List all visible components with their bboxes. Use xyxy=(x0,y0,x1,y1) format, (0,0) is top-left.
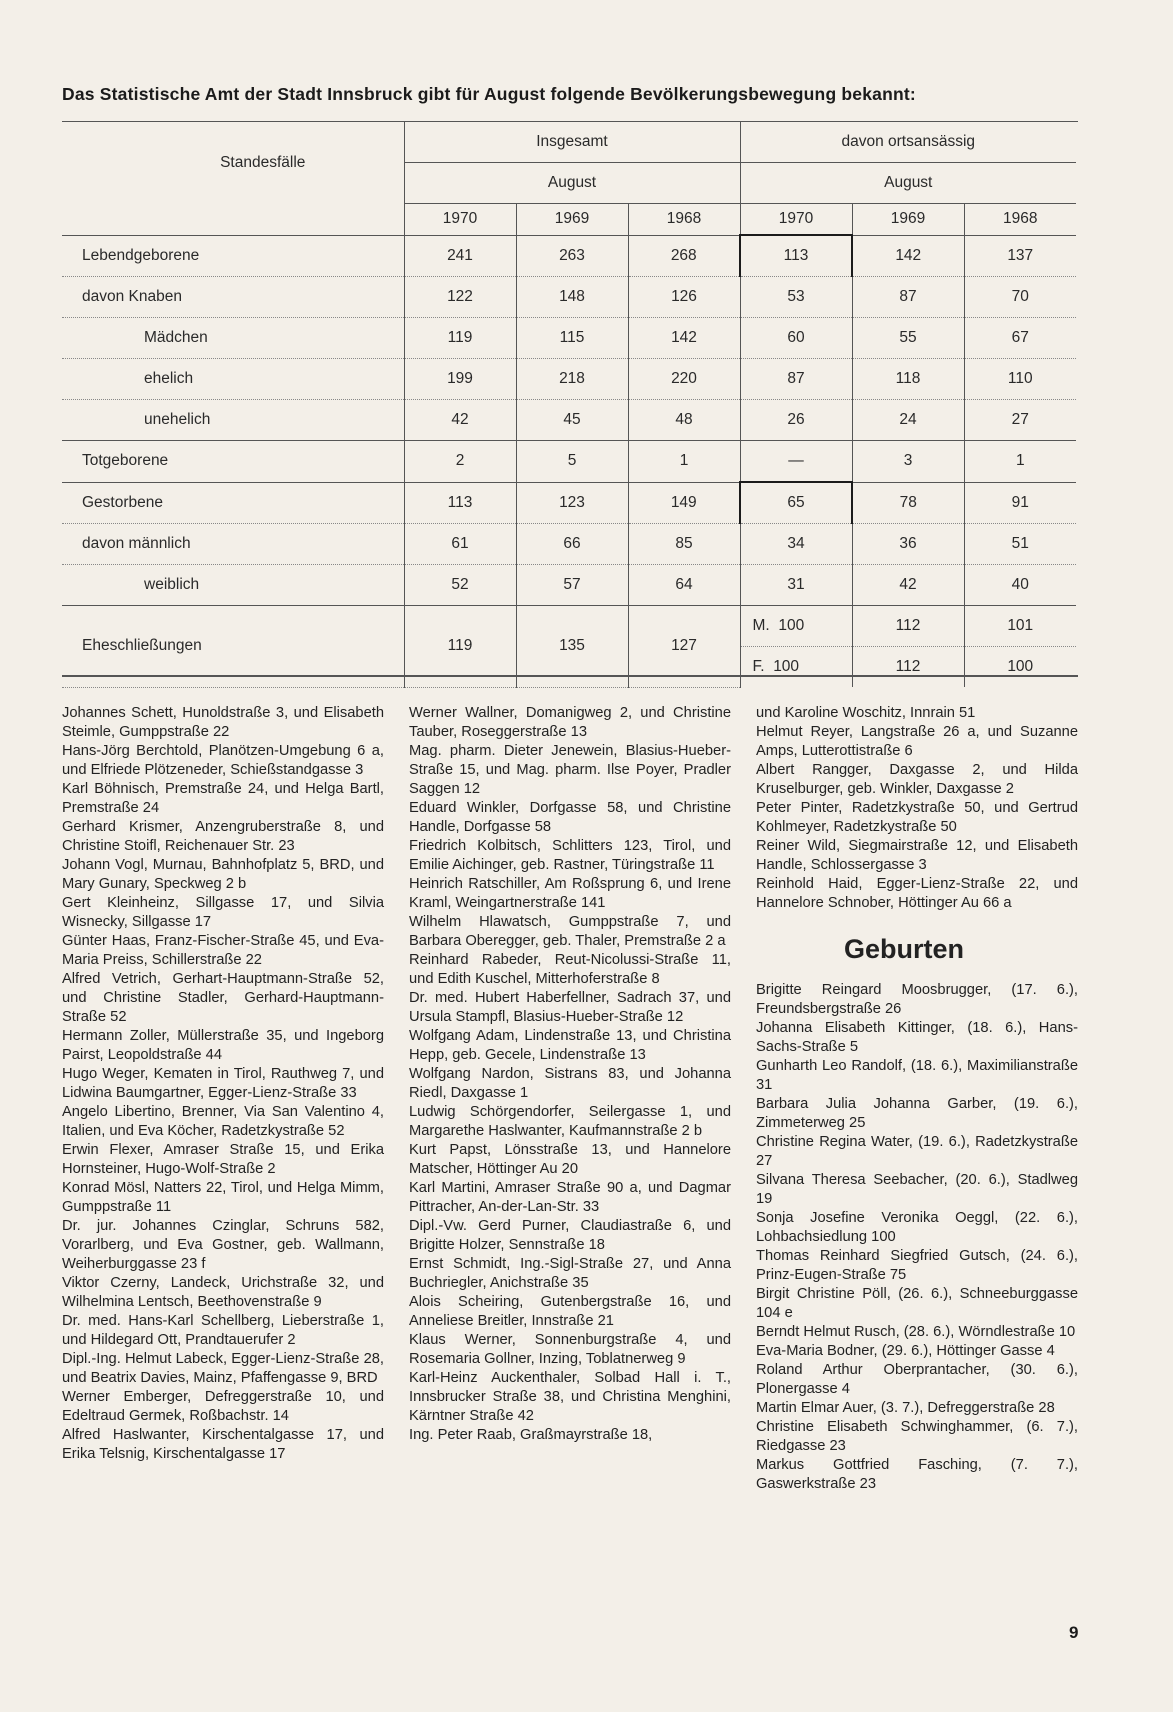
table-cell: 115 xyxy=(516,318,628,359)
table-cell: 66 xyxy=(516,524,628,565)
year-header: 1970 xyxy=(404,204,516,236)
birth-item: Barbara Julia Johanna Garber, (19. 6.), Zimmeterweg 25 xyxy=(756,1096,1078,1131)
marriage-list-column-3 xyxy=(756,704,1078,1494)
table-cell: 45 xyxy=(516,400,628,441)
list-item: Karl-Heinz Auckenthaler, Solbad Hall i. T., Innsbrucker Straße 38, und Christina Menghini, Kärntner Straße 42 xyxy=(409,1370,731,1424)
list-item: Heinrich Ratschiller, Am Roßsprung 6, und Irene Kraml, Weingartnerstraße 141 xyxy=(409,876,731,911)
birth-item: Silvana Theresa Seebacher, (20. 6.), Stadlweg 19 xyxy=(756,1172,1078,1207)
table-cell: 100 xyxy=(778,617,805,634)
list-item: Werner Emberger, Defreggerstraße 10, und Edeltraud Germek, Roßbachstr. 14 xyxy=(62,1389,384,1424)
table-cell: 34 xyxy=(740,524,852,565)
row-label: Eheschließungen xyxy=(62,606,404,688)
row-label: unehelich xyxy=(62,400,404,441)
list-item: Klaus Werner, Sonnenburgstraße 4, und Rosemaria Gollner, Inzing, Toblatnerweg 9 xyxy=(409,1332,731,1367)
table-cell: 48 xyxy=(628,400,740,441)
list-item: Friedrich Kolbitsch, Schlitters 123, Tirol, und Emilie Aichinger, geb. Rastner, Türingstraße 11 xyxy=(409,838,731,873)
birth-item: Roland Arthur Oberprantacher, (30. 6.), Plonergasse 4 xyxy=(756,1362,1078,1397)
table-row xyxy=(62,482,1076,524)
table-cell: 100 xyxy=(773,658,800,675)
list-item: Konrad Mösl, Natters 22, Tirol, und Helga Mimm, Gumppstraße 11 xyxy=(62,1180,384,1215)
row-label: Gestorbene xyxy=(62,482,404,524)
table-cell: 112 xyxy=(852,606,964,647)
list-item: Wilhelm Hlawatsch, Gumppstraße 7, und Barbara Oberegger, geb. Thaler, Premstraße 2 a xyxy=(409,914,731,949)
births-heading: Geburten xyxy=(844,934,965,964)
row-label: Mädchen xyxy=(62,318,404,359)
table-cell: 241 xyxy=(404,235,516,277)
list-item: Hermann Zoller, Müllerstraße 35, und Ingeborg Pairst, Leopoldstraße 44 xyxy=(62,1028,384,1063)
table-cell: 127 xyxy=(628,606,740,688)
list-item: Alfred Vetrich, Gerhart-Hauptmann-Straße 52, und Christine Stadler, Gerhard-Hauptmann-Straße 52 xyxy=(62,971,384,1025)
list-item: und Karoline Woschitz, Innrain 51 xyxy=(756,705,976,721)
table-cell: 199 xyxy=(404,359,516,400)
row-header: Standesfälle xyxy=(62,122,404,204)
table-cell: 24 xyxy=(852,400,964,441)
row-label: weiblich xyxy=(62,565,404,606)
list-item: Reinhard Rabeder, Reut-Nicolussi-Straße 11, und Edith Kuschel, Mitterhoferstraße 8 xyxy=(409,952,731,987)
list-item: Günter Haas, Franz-Fischer-Straße 45, und Eva-Maria Preiss, Schillerstraße 22 xyxy=(62,933,384,968)
year-header: 1968 xyxy=(628,204,740,236)
table-cell: 53 xyxy=(740,277,852,318)
birth-item: Birgit Christine Pöll, (26. 6.), Schneeburggasse 104 e xyxy=(756,1286,1078,1321)
group-header-total: Insgesamt xyxy=(404,122,740,163)
table-cell: 126 xyxy=(628,277,740,318)
marriage-list-column-2 xyxy=(409,704,731,1445)
table-cell: 51 xyxy=(964,524,1076,565)
page-heading: Das Statistische Amt der Stadt Innsbruck gibt für August folgende Bevölkerungsbewegung bekannt: xyxy=(62,84,916,104)
table-row xyxy=(62,277,1076,318)
table-cell: 1 xyxy=(964,441,1076,483)
table-cell: 61 xyxy=(404,524,516,565)
list-item: Hans-Jörg Berchtold, Planötzen-Umgebung 6 a, und Elfriede Plötzeneder, Schießstandgasse 3 xyxy=(62,743,384,778)
list-item: Karl Martini, Amraser Straße 90 a, und Dagmar Pittracher, An-der-Lan-Str. 33 xyxy=(409,1180,731,1215)
list-item: Wolfgang Nardon, Sistrans 83, und Johanna Riedl, Daxgasse 1 xyxy=(409,1066,731,1101)
highlighted-cell: 113 xyxy=(740,235,852,277)
list-item: Mag. pharm. Dieter Jenewein, Blasius-Hueber-Straße 15, und Mag. pharm. Ilse Poyer, Pradler Saggen 12 xyxy=(409,743,731,797)
table-cell: 78 xyxy=(852,482,964,524)
table-cell: 100 xyxy=(1007,658,1034,675)
list-item: Kurt Papst, Lönsstraße 13, und Hannelore Matscher, Höttinger Au 20 xyxy=(409,1142,731,1177)
list-item: Helmut Reyer, Langstraße 26 a, und Suzanne Amps, Lutterottistraße 6 xyxy=(756,724,1078,759)
year-header: 1968 xyxy=(964,204,1076,236)
table-cell: 263 xyxy=(516,235,628,277)
birth-item: Thomas Reinhard Siegfried Gutsch, (24. 6.), Prinz-Eugen-Straße 75 xyxy=(756,1248,1078,1283)
table-cell: 122 xyxy=(404,277,516,318)
table-cell: 101 xyxy=(964,606,1076,647)
table-cell: 64 xyxy=(628,565,740,606)
birth-item: Markus Gottfried Fasching, (7. 7.), Gaswerkstraße 23 xyxy=(756,1457,1078,1492)
table-cell-male xyxy=(740,606,852,647)
birth-item: Johanna Elisabeth Kittinger, (18. 6.), Hans-Sachs-Straße 5 xyxy=(756,1020,1078,1055)
table-row xyxy=(62,524,1076,565)
birth-item: Eva-Maria Bodner, (29. 6.), Höttinger Gasse 4 xyxy=(756,1343,1055,1359)
birth-item: Gunharth Leo Randolf, (18. 6.), Maximilianstraße 31 xyxy=(756,1058,1078,1093)
table-cell: 85 xyxy=(628,524,740,565)
table-cell: — xyxy=(740,441,852,483)
birth-item: Sonja Josefine Veronika Oeggl, (22. 6.), Lohbachsiedlung 100 xyxy=(756,1210,1078,1245)
table-cell: 149 xyxy=(628,482,740,524)
list-item: Alois Scheiring, Gutenbergstraße 16, und Anneliese Breitler, Innstraße 21 xyxy=(409,1294,731,1329)
birth-item: Berndt Helmut Rusch, (28. 6.), Wörndlestraße 10 xyxy=(756,1324,1076,1340)
year-header: 1969 xyxy=(516,204,628,236)
list-item: Alfred Haslwanter, Kirschentalgasse 17, und Erika Telsnig, Kirschentalgasse 17 xyxy=(62,1427,384,1462)
row-label: davon Knaben xyxy=(62,277,404,318)
list-item: Johann Vogl, Murnau, Bahnhofplatz 5, BRD, und Mary Gunary, Speckweg 2 b xyxy=(62,857,384,892)
table-cell: 40 xyxy=(964,565,1076,606)
list-item: Angelo Libertino, Brenner, Via San Valentino 4, Italien, und Eva Köcher, Radetzkystraße 52 xyxy=(62,1104,384,1139)
table-cell: 110 xyxy=(964,359,1076,400)
table-row-marriages xyxy=(62,606,1076,647)
table-row xyxy=(62,318,1076,359)
table-cell: 36 xyxy=(852,524,964,565)
table-cell: 137 xyxy=(964,235,1076,277)
table-cell: 220 xyxy=(628,359,740,400)
table-cell: 112 xyxy=(852,647,964,688)
birth-item: Christine Elisabeth Schwinghammer, (6. 7.), Riedgasse 23 xyxy=(756,1419,1078,1454)
table-cell: 55 xyxy=(852,318,964,359)
table-cell: 87 xyxy=(852,277,964,318)
month-header-local: August xyxy=(740,163,1076,204)
table-cell-female xyxy=(740,647,852,688)
group-header-local: davon ortsansässig xyxy=(740,122,1076,163)
page-number: 9 xyxy=(1069,1623,1079,1642)
table-cell: 123 xyxy=(516,482,628,524)
table-cell: 52 xyxy=(404,565,516,606)
row-label: davon männlich xyxy=(62,524,404,565)
list-item: Erwin Flexer, Amraser Straße 15, und Erika Hornsteiner, Hugo-Wolf-Straße 2 xyxy=(62,1142,384,1177)
table-cell: 42 xyxy=(852,565,964,606)
table-cell: 2 xyxy=(404,441,516,483)
table-row xyxy=(62,565,1076,606)
list-item: Gerhard Krismer, Anzengruberstraße 8, und Christine Stoifl, Reichenauer Str. 23 xyxy=(62,819,384,854)
list-item: Dr. med. Hans-Karl Schellberg, Lieberstraße 1, und Hildegard Ott, Prandtauerufer 2 xyxy=(62,1313,384,1348)
list-item: Ludwig Schörgendorfer, Seilergasse 1, und Margarethe Haslwanter, Kaufmannstraße 2 b xyxy=(409,1104,731,1139)
table-cell: 26 xyxy=(740,400,852,441)
table-cell: 142 xyxy=(852,235,964,277)
list-item: Peter Pinter, Radetzkystraße 50, und Gertrud Kohlmeyer, Radetzkystraße 50 xyxy=(756,800,1078,835)
table-cell: 42 xyxy=(404,400,516,441)
table-row xyxy=(62,441,1076,483)
table-cell: 218 xyxy=(516,359,628,400)
table-cell: 91 xyxy=(964,482,1076,524)
table-row xyxy=(62,400,1076,441)
table-cell: 119 xyxy=(404,318,516,359)
list-item: Albert Rangger, Daxgasse 2, und Hilda Kruselburger, geb. Winkler, Daxgasse 2 xyxy=(756,762,1078,797)
table-cell: 60 xyxy=(740,318,852,359)
female-label: F. xyxy=(752,658,765,675)
list-item: Dr. jur. Johannes Czinglar, Schruns 582, Vorarlberg, und Eva Gostner, geb. Wallmann, Weiherburggasse 23 f xyxy=(62,1218,384,1272)
table-row xyxy=(62,235,1076,277)
list-item: Karl Böhnisch, Premstraße 24, und Helga Bartl, Premstraße 24 xyxy=(62,781,384,816)
year-header: 1969 xyxy=(852,204,964,236)
list-item: Reinhold Haid, Egger-Lienz-Straße 22, und Hannelore Schnober, Höttinger Au 66 a xyxy=(756,876,1078,911)
table-cell: 27 xyxy=(964,400,1076,441)
year-header-spacer xyxy=(62,204,404,236)
list-item: Dipl.-Vw. Gerd Purner, Claudiastraße 6, und Brigitte Holzer, Sennstraße 18 xyxy=(409,1218,731,1253)
marriage-list-column-1 xyxy=(62,704,384,1464)
table-cell: 119 xyxy=(404,606,516,688)
table-bottom-rule xyxy=(62,675,1078,677)
birth-item: Martin Elmar Auer, (3. 7.), Defreggerstraße 28 xyxy=(756,1400,1055,1416)
month-header-total: August xyxy=(404,163,740,204)
table-cell: 70 xyxy=(964,277,1076,318)
row-label: Totgeborene xyxy=(62,441,404,483)
table-cell: 142 xyxy=(628,318,740,359)
list-item: Ernst Schmidt, Ing.-Sigl-Straße 27, und Anna Buchriegler, Anichstraße 35 xyxy=(409,1256,731,1291)
row-label: ehelich xyxy=(62,359,404,400)
row-label: Lebendgeborene xyxy=(62,235,404,277)
list-item: Ing. Peter Raab, Graßmayrstraße 18, xyxy=(409,1427,653,1443)
table-cell: 268 xyxy=(628,235,740,277)
table-cell: 113 xyxy=(404,482,516,524)
list-item: Dipl.-Ing. Helmut Labeck, Egger-Lienz-Straße 28, und Beatrix Davies, Mainz, Pfaffengasse 9, BRD xyxy=(62,1351,384,1386)
list-item: Reiner Wild, Siegmairstraße 12, und Elisabeth Handle, Schlossergasse 3 xyxy=(756,838,1078,873)
table-cell: 135 xyxy=(516,606,628,688)
highlighted-cell: 65 xyxy=(740,482,852,524)
table-cell: 87 xyxy=(740,359,852,400)
birth-item: Christine Regina Water, (19. 6.), Radetzkystraße 27 xyxy=(756,1134,1078,1169)
table-cell: 67 xyxy=(964,318,1076,359)
table-cell: 3 xyxy=(852,441,964,483)
list-item: Wolfgang Adam, Lindenstraße 13, und Christina Hepp, geb. Gecele, Lindenstraße 13 xyxy=(409,1028,731,1063)
table-cell: 118 xyxy=(852,359,964,400)
statistics-table xyxy=(62,122,1076,688)
male-label: M. xyxy=(752,617,770,634)
year-header: 1970 xyxy=(740,204,852,236)
list-item: Werner Wallner, Domanigweg 2, und Christine Tauber, Roseggerstraße 13 xyxy=(409,705,731,740)
table-cell: 31 xyxy=(740,565,852,606)
list-item: Johannes Schett, Hunoldstraße 3, und Elisabeth Steimle, Gumppstraße 22 xyxy=(62,705,384,740)
list-item: Viktor Czerny, Landeck, Urichstraße 32, und Wilhelmina Lentsch, Beethovenstraße 9 xyxy=(62,1275,384,1310)
list-item: Gert Kleinheinz, Sillgasse 17, und Silvia Wisnecky, Sillgasse 17 xyxy=(62,895,384,930)
list-item: Hugo Weger, Kematen in Tirol, Rauthweg 7, und Lidwina Baumgartner, Egger-Lienz-Straße 33 xyxy=(62,1066,384,1101)
table-cell: 5 xyxy=(516,441,628,483)
table-cell: 1 xyxy=(628,441,740,483)
table-cell: 148 xyxy=(516,277,628,318)
table-row xyxy=(62,359,1076,400)
birth-item: Brigitte Reingard Moosbrugger, (17. 6.), Freundsbergstraße 26 xyxy=(756,982,1078,1017)
table-cell: 57 xyxy=(516,565,628,606)
list-item: Dr. med. Hubert Haberfellner, Sadrach 37, und Ursula Stampfl, Blasius-Hueber-Straße 12 xyxy=(409,990,731,1025)
list-item: Eduard Winkler, Dorfgasse 58, und Christine Handle, Dorfgasse 58 xyxy=(409,800,731,835)
